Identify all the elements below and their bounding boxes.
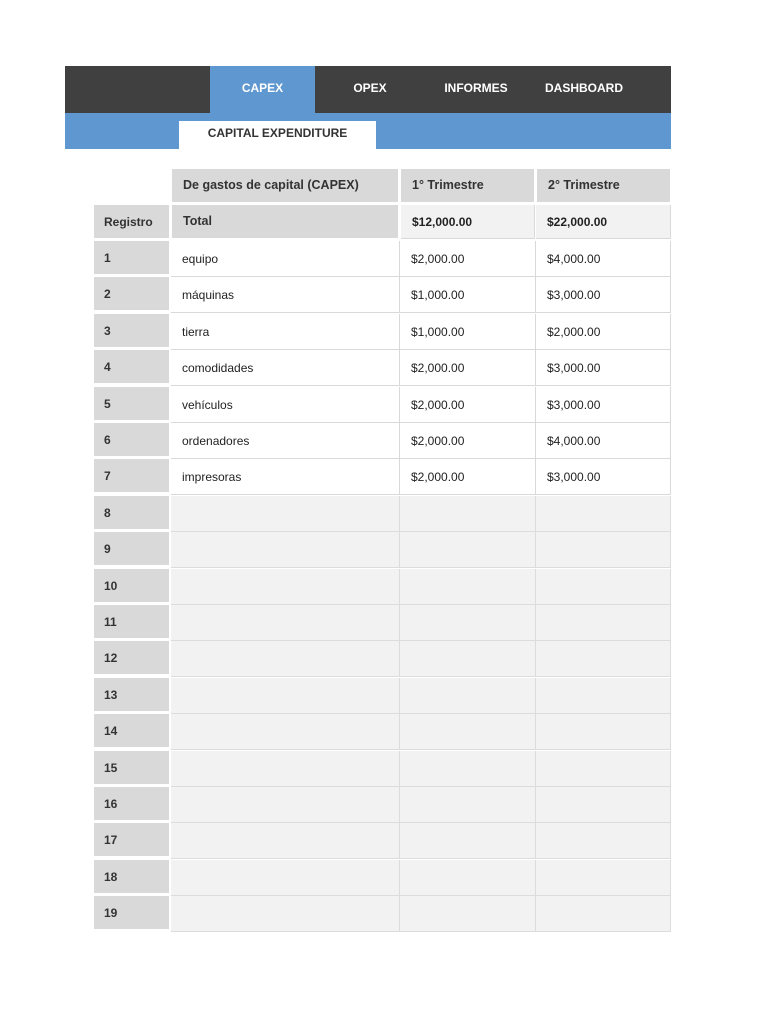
row-q1-cell[interactable] (400, 678, 536, 714)
row-q1-cell[interactable] (400, 605, 536, 641)
row-number: 12 (94, 641, 169, 674)
row-q2-cell[interactable] (536, 751, 671, 787)
row-q2-cell[interactable]: $4,000.00 (536, 423, 671, 459)
row-q2-cell[interactable] (536, 605, 671, 641)
tab-capex[interactable]: CAPEX (210, 66, 315, 113)
total-label: Total (172, 205, 398, 238)
row-q1-cell[interactable] (400, 787, 536, 823)
row-item-cell[interactable] (171, 860, 400, 896)
tab-informes[interactable]: INFORMES (444, 81, 508, 95)
row-item-cell[interactable] (171, 714, 400, 750)
row-q1-cell[interactable]: $2,000.00 (400, 387, 536, 423)
row-q1-cell[interactable]: $1,000.00 (400, 314, 536, 350)
row-item-cell[interactable]: equipo (171, 241, 400, 277)
row-number: 6 (94, 423, 169, 456)
row-q1-cell[interactable]: $2,000.00 (400, 423, 536, 459)
subtab-capital-expenditure[interactable]: CAPITAL EXPENDITURE (179, 121, 376, 149)
row-q2-cell[interactable]: $3,000.00 (536, 459, 671, 495)
row-q1-cell[interactable] (400, 896, 536, 932)
row-item-cell[interactable] (171, 751, 400, 787)
row-number: 18 (94, 860, 169, 893)
row-item-cell[interactable] (171, 823, 400, 859)
row-q2-cell[interactable] (536, 714, 671, 750)
row-q2-cell[interactable] (536, 569, 671, 605)
row-number: 2 (94, 277, 169, 310)
row-q2-cell[interactable] (536, 896, 671, 932)
row-q2-cell[interactable]: $3,000.00 (536, 387, 671, 423)
row-item-cell[interactable] (171, 496, 400, 532)
header-registro: Registro (94, 205, 169, 238)
row-number: 11 (94, 605, 169, 638)
row-q1-cell[interactable]: $2,000.00 (400, 459, 536, 495)
row-item-cell[interactable]: tierra (171, 314, 400, 350)
row-item-cell[interactable]: vehículos (171, 387, 400, 423)
row-item-cell[interactable] (171, 896, 400, 932)
row-item-cell[interactable] (171, 641, 400, 677)
row-q2-cell[interactable] (536, 532, 671, 568)
tab-opex[interactable]: OPEX (353, 81, 387, 95)
row-item-cell[interactable] (171, 532, 400, 568)
row-q2-cell[interactable] (536, 823, 671, 859)
row-item-cell[interactable] (171, 605, 400, 641)
tab-dashboard[interactable]: DASHBOARD (545, 81, 623, 95)
row-q1-cell[interactable]: $2,000.00 (400, 241, 536, 277)
row-item-cell[interactable]: ordenadores (171, 423, 400, 459)
header-q1: 1° Trimestre (401, 169, 534, 202)
row-number: 7 (94, 459, 169, 492)
row-q1-cell[interactable]: $2,000.00 (400, 350, 536, 386)
row-number: 5 (94, 387, 169, 420)
row-q2-cell[interactable]: $2,000.00 (536, 314, 671, 350)
total-q2[interactable]: $22,000.00 (536, 205, 671, 239)
row-number: 14 (94, 714, 169, 747)
sub-navigation (65, 113, 671, 149)
row-q1-cell[interactable] (400, 532, 536, 568)
row-number: 19 (94, 896, 169, 929)
row-number: 8 (94, 496, 169, 529)
row-number: 15 (94, 751, 169, 784)
row-q1-cell[interactable] (400, 496, 536, 532)
row-q1-cell[interactable] (400, 569, 536, 605)
row-q1-cell[interactable] (400, 641, 536, 677)
header-category: De gastos de capital (CAPEX) (172, 169, 398, 202)
row-number: 3 (94, 314, 169, 347)
row-number: 10 (94, 569, 169, 602)
row-item-cell[interactable]: comodidades (171, 350, 400, 386)
row-item-cell[interactable]: máquinas (171, 277, 400, 313)
row-number: 4 (94, 350, 169, 383)
row-q2-cell[interactable]: $3,000.00 (536, 350, 671, 386)
row-item-cell[interactable] (171, 678, 400, 714)
row-q2-cell[interactable]: $4,000.00 (536, 241, 671, 277)
row-number: 13 (94, 678, 169, 711)
row-number: 9 (94, 532, 169, 565)
row-q1-cell[interactable] (400, 751, 536, 787)
row-item-cell[interactable]: impresoras (171, 459, 400, 495)
row-q2-cell[interactable]: $3,000.00 (536, 277, 671, 313)
row-number: 17 (94, 823, 169, 856)
total-q1[interactable]: $12,000.00 (401, 205, 535, 239)
row-number: 16 (94, 787, 169, 820)
row-q2-cell[interactable] (536, 641, 671, 677)
row-q1-cell[interactable] (400, 860, 536, 896)
row-q2-cell[interactable] (536, 678, 671, 714)
row-item-cell[interactable] (171, 569, 400, 605)
row-q2-cell[interactable] (536, 496, 671, 532)
row-q1-cell[interactable] (400, 714, 536, 750)
row-number: 1 (94, 241, 169, 274)
row-q1-cell[interactable] (400, 823, 536, 859)
row-q2-cell[interactable] (536, 787, 671, 823)
row-item-cell[interactable] (171, 787, 400, 823)
row-q2-cell[interactable] (536, 860, 671, 896)
row-q1-cell[interactable]: $1,000.00 (400, 277, 536, 313)
top-navigation (65, 66, 671, 113)
header-q2: 2° Trimestre (537, 169, 670, 202)
